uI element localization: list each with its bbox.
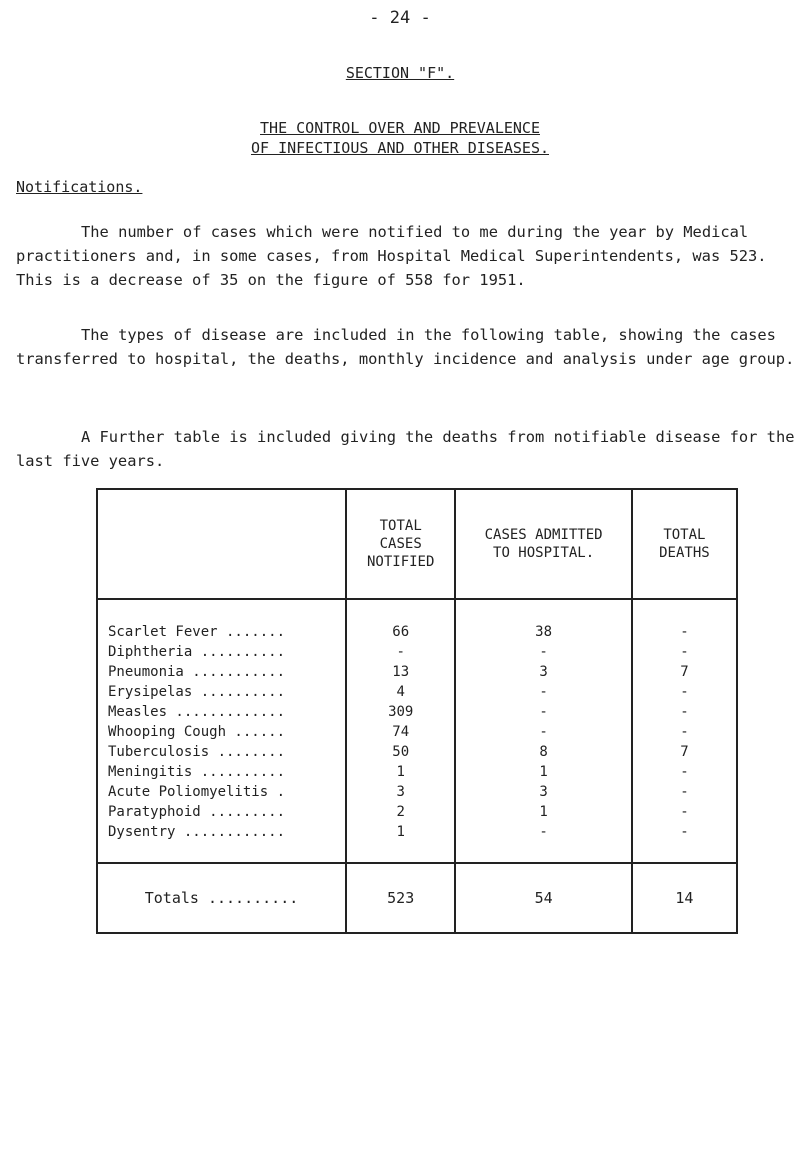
table-row (97, 642, 737, 662)
cases-notified: - (346, 642, 455, 662)
section-heading: SECTION "F". (345, 64, 455, 82)
paragraph-3: A Further table is included giving the deaths from notifiable disease for the last five years. (16, 428, 795, 470)
cases-admitted: 38 (455, 599, 631, 642)
table-row (97, 702, 737, 722)
cases-admitted: - (455, 642, 631, 662)
cases-admitted: - (455, 682, 631, 702)
deaths: - (632, 599, 737, 642)
title-line-1: THE CONTROL OVER AND PREVALENCE (260, 119, 540, 137)
cases-admitted: - (455, 722, 631, 742)
total-admitted: 54 (455, 863, 631, 933)
table-header-row (97, 489, 737, 599)
disease-name: Diphtheria .......... (97, 642, 346, 662)
cases-admitted: 8 (455, 742, 631, 762)
disease-name: Measles ............. (97, 702, 346, 722)
header-cases-admitted: CASES ADMITTED TO HOSPITAL. (455, 489, 631, 599)
deaths: 7 (632, 742, 737, 762)
deaths: - (632, 822, 737, 863)
disease-name: Scarlet Fever ....... (97, 599, 346, 642)
deaths: - (632, 762, 737, 782)
header-total-cases-notified: TOTAL CASES NOTIFIED (346, 489, 455, 599)
paragraph-1: The number of cases which were notified to me during the year by Medical practitioners and, in some cases, from Hospital Medical Superintendents, was 523. This is a decrease of 35 on the figure of 558 for 1951. (16, 223, 767, 289)
notifications-table (96, 488, 738, 934)
disease-name: Pneumonia ........... (97, 662, 346, 682)
cases-admitted: 1 (455, 762, 631, 782)
cases-notified: 1 (346, 822, 455, 863)
table-row (97, 802, 737, 822)
table-row (97, 762, 737, 782)
page-number: - 24 - (369, 8, 431, 28)
deaths: - (632, 782, 737, 802)
disease-name: Erysipelas .......... (97, 682, 346, 702)
cases-notified: 66 (346, 599, 455, 642)
cases-admitted: - (455, 702, 631, 722)
cases-admitted: 3 (455, 782, 631, 802)
title-line-2: OF INFECTIOUS AND OTHER DISEASES. (250, 139, 549, 157)
table-row (97, 682, 737, 702)
deaths: - (632, 642, 737, 662)
disease-name: Dysentry ............ (97, 822, 346, 863)
deaths: - (632, 682, 737, 702)
cases-notified: 4 (346, 682, 455, 702)
totals-row (97, 863, 737, 933)
cases-admitted: - (455, 822, 631, 863)
header-disease (97, 489, 346, 599)
deaths: 7 (632, 662, 737, 682)
cases-admitted: 3 (455, 662, 631, 682)
cases-notified: 309 (346, 702, 455, 722)
cases-notified: 3 (346, 782, 455, 802)
total-notified: 523 (346, 863, 455, 933)
disease-name: Paratyphoid ......... (97, 802, 346, 822)
total-deaths: 14 (632, 863, 737, 933)
disease-name: Tuberculosis ........ (97, 742, 346, 762)
table-row (97, 782, 737, 802)
notifications-subheading: Notifications. (16, 178, 143, 196)
table-row (97, 722, 737, 742)
disease-name: Whooping Cough ...... (97, 722, 346, 742)
document-title (0, 118, 800, 158)
header-total-deaths: TOTAL DEATHS (632, 489, 737, 599)
cases-notified: 1 (346, 762, 455, 782)
cases-notified: 13 (346, 662, 455, 682)
deaths: - (632, 722, 737, 742)
deaths: - (632, 802, 737, 822)
disease-name: Meningitis .......... (97, 762, 346, 782)
disease-name: Acute Poliomyelitis . (97, 782, 346, 802)
cases-admitted: 1 (455, 802, 631, 822)
cases-notified: 74 (346, 722, 455, 742)
table-row (97, 662, 737, 682)
table-row (97, 599, 737, 642)
table-row (97, 822, 737, 863)
totals-label: Totals .......... (97, 863, 346, 933)
paragraph-2: The types of disease are included in the following table, showing the cases transferred to hospital, the deaths, monthly incidence and analysis under age group. (16, 326, 795, 368)
table-row (97, 742, 737, 762)
cases-notified: 50 (346, 742, 455, 762)
deaths: - (632, 702, 737, 722)
cases-notified: 2 (346, 802, 455, 822)
